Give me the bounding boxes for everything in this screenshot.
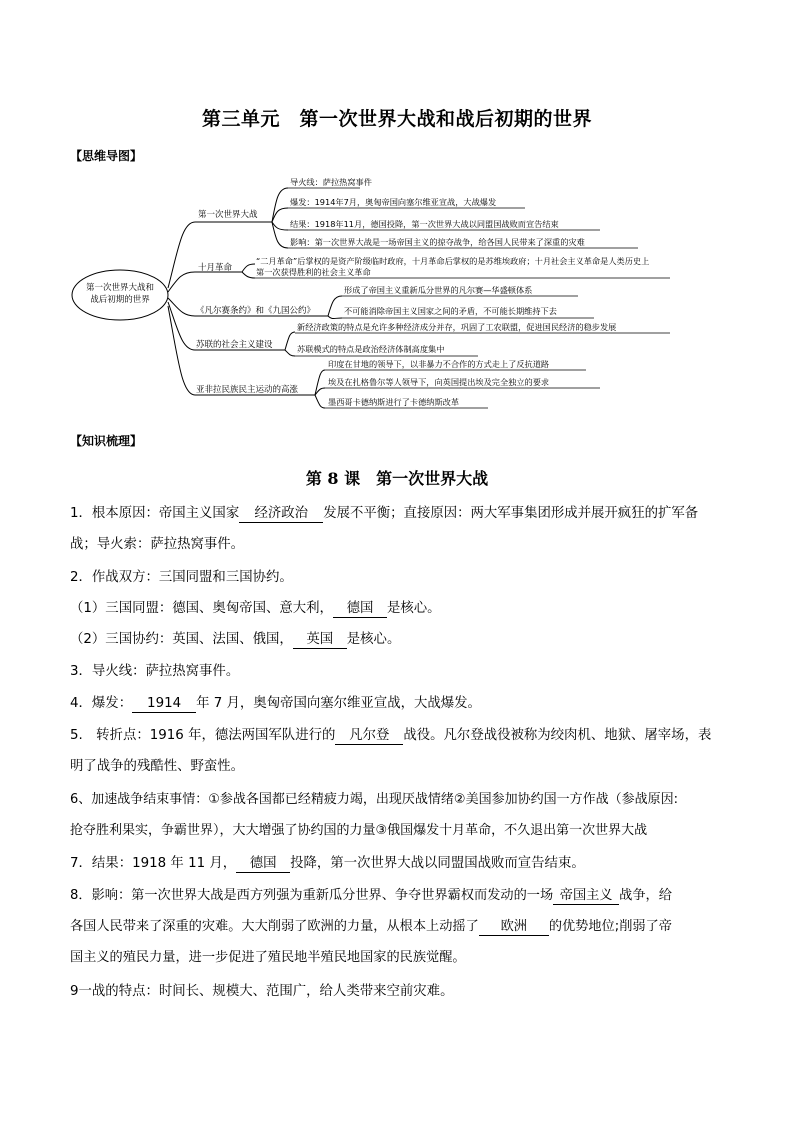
- branch-label: 十月革命: [198, 263, 233, 273]
- point-6: 6、加速战争结束事情：①参战各国都已经精疲力竭，出现厌战情绪②美国参加协约国一方作战（参战原因: 抢夺胜利果实，争霸世界），大大增强了协约国的力量③俄国爆发十月革命，不久退出第一次世界大战: [70, 792, 678, 838]
- point-2: 2．作战双方：三国同盟和三国协约。: [70, 570, 293, 585]
- branch-item: 影响：第一次世界大战是一场帝国主义的掠夺战争，给各国人民带来了深重的灾难: [290, 237, 585, 247]
- branch-item: 结果：1918年11月，德国投降，第一次世界大战以同盟国战败而宣告结束: [290, 219, 559, 229]
- mind-map: [70, 160, 670, 420]
- blank-answer: 英国: [293, 631, 347, 649]
- mindmap-root-line2: 战后初期的世界: [90, 295, 150, 305]
- lesson-title: 第 8 课 第一次世界大战: [305, 469, 489, 488]
- blank-answer: 凡尔登: [335, 727, 403, 745]
- page-title: 第三单元 第一次世界大战和战后初期的世界: [201, 108, 592, 130]
- point-8: 8．影响：第一次世界大战是西方列强为重新瓜分世界、争夺世界霸权而发动的一场 帝国主义 战争，给 各国人民带来了深重的灾难。大大削弱了欧洲的力量，从根本上动摇了 欧洲 的优势地位;削弱了帝 国主义的殖民力量，进一步促进了殖民地半殖民地国家的民族觉醒。: [70, 888, 672, 965]
- branch-label: 《凡尔赛条约》和《九国公约》: [196, 306, 316, 316]
- branch-item: 不可能消除帝国主义国家之间的矛盾，不可能长期维持下去: [344, 306, 557, 316]
- branch-label: 苏联的社会主义建设: [196, 340, 273, 350]
- connector-branch-2: [168, 272, 195, 292]
- blank-answer: 经济政治: [239, 505, 323, 523]
- mindmap-root-line1: 第一次世界大战和: [85, 283, 155, 293]
- point-3: 3．导火线：萨拉热窝事件。: [70, 664, 240, 679]
- blank-answer: 欧洲: [479, 918, 549, 936]
- point-5: 5. 转折点：1916 年，德法两国军队进行的 凡尔登 战役。凡尔登战役被称为绞肉机、地狱、屠宰场，表 明了战争的残酷性、野蛮性。: [70, 728, 712, 774]
- branch-label: 第一次世界大战: [198, 210, 258, 220]
- blank-answer: 德国: [333, 600, 387, 618]
- branch-item: 苏联模式的特点是政治经济体制高度集中: [297, 344, 445, 354]
- point-2-1: （1）三国同盟：德国、奥匈帝国、意大利， 德国 是核心。: [70, 601, 441, 616]
- mindmap-branch-2: [195, 256, 670, 278]
- point-4: 4．爆发： 1914 年 7 月，奥匈帝国向塞尔维亚宣战，大战爆发。: [70, 696, 481, 711]
- blank-answer: 帝国主义: [553, 887, 619, 905]
- blank-answer: 1914: [132, 695, 196, 713]
- mindmap-branch-3: [195, 285, 594, 319]
- branch-item: 第一次获得胜利的社会主义革命: [256, 267, 371, 277]
- branch-item: 新经济政策的特点是允许多种经济成分并存，巩固了工农联盟，促进国民经济的稳步发展: [297, 322, 617, 332]
- blank-answer: 德国: [236, 855, 290, 873]
- point-7: 7．结果：1918 年 11 月， 德国 投降，第一次世界大战以同盟国战败而宣告结束。: [70, 856, 585, 871]
- mindmap-branch-1: [195, 177, 638, 248]
- connector-branch-1: [168, 222, 195, 288]
- mindmap-heading: 【思维导图】: [70, 149, 143, 163]
- branch-item: 导火线：萨拉热窝事件: [290, 177, 372, 187]
- branch-item: 形成了帝国主义重新瓜分世界的凡尔赛—华盛顿体系: [344, 285, 533, 295]
- branch-item: 印度在甘地的领导下，以非暴力不合作的方式走上了反抗道路: [328, 359, 550, 369]
- mindmap-connectors: [168, 222, 195, 395]
- point-2-2: （2）三国协约：英国、法国、俄国， 英国 是核心。: [70, 632, 401, 647]
- branch-item: 埃及在扎格鲁尔等人领导下，向英国提出埃及完全独立的要求: [328, 377, 550, 387]
- branch-item: “二月革命”后掌权的是资产阶级临时政府，十月革命后掌权的是苏维埃政府；十月社会主义革命是人类历史上: [256, 256, 650, 266]
- branch-label: 亚非拉民族民主运动的高涨: [196, 385, 299, 395]
- mindmap-branch-4: [195, 322, 670, 356]
- mindmap-branch-5: [195, 359, 600, 408]
- connector-branch-5: [168, 306, 195, 395]
- branch-item: 墨西哥卡德纳斯进行了卡德纳斯改革: [328, 397, 460, 407]
- point-9: 9一战的特点：时间长、规模大、范围广，给人类带来空前灾难。: [70, 984, 454, 999]
- point-1: 1．根本原因：帝国主义国家 经济政治 发展不平衡；直接原因：两大军事集团形成并展开疯狂的扩军备 战；导火索：萨拉热窝事件。: [70, 506, 699, 552]
- branch-item: 爆发：1914年7月，奥匈帝国向塞尔维亚宣战，大战爆发: [290, 197, 497, 207]
- knowledge-heading: 【知识梳理】: [70, 434, 143, 448]
